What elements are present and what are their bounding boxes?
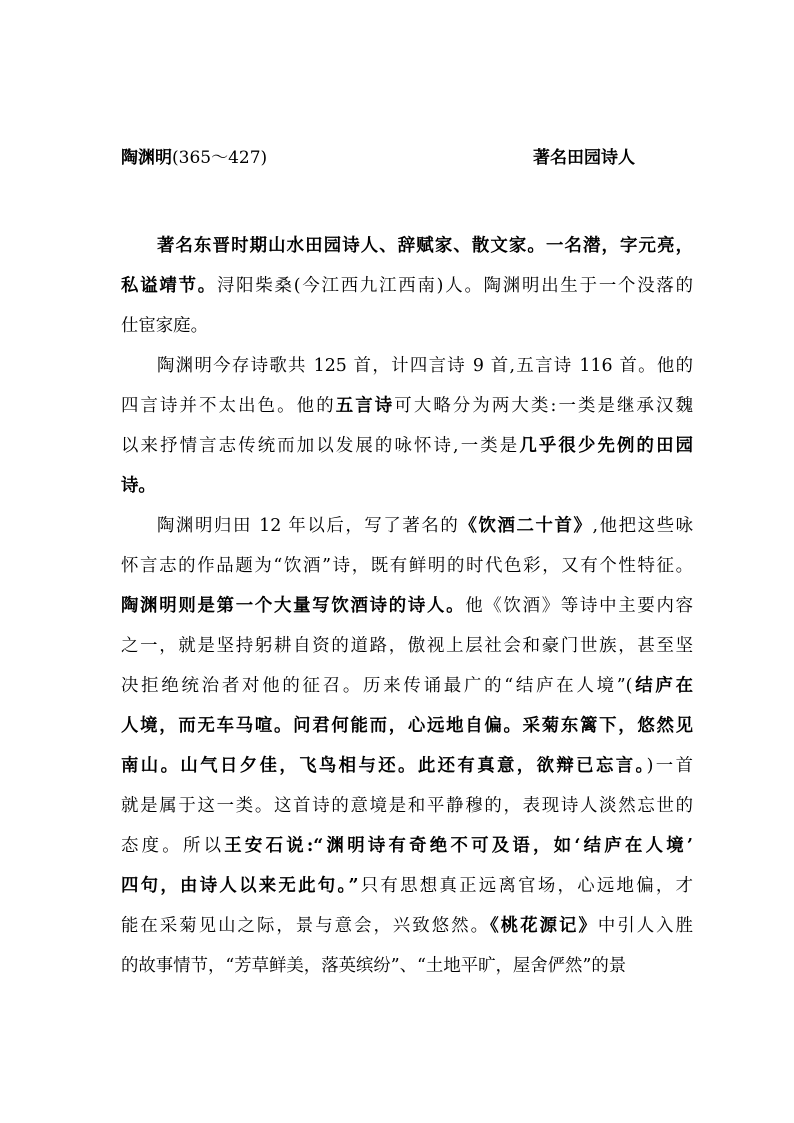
text-segment: 怀言志的作品题为“饮酒”诗，既有鲜明的时代色彩，又有个性特征。 bbox=[121, 556, 693, 576]
text-line bbox=[121, 546, 693, 586]
author-name: 陶渊明 bbox=[121, 148, 172, 168]
text-line bbox=[121, 226, 693, 266]
paragraph bbox=[121, 506, 693, 986]
bold-text: 《桃花源记》 bbox=[490, 916, 598, 936]
text-segment: 能在采菊见山之际，景与意会，兴致悠然。 bbox=[121, 916, 491, 936]
text-segment: 中引人入胜 bbox=[597, 916, 693, 936]
bold-text: 陶渊明则是第一个大量写饮酒诗的诗人。 bbox=[121, 596, 466, 616]
bold-text: 私谥靖节。 bbox=[121, 276, 217, 296]
bold-text: 南山。山气日夕佳，飞鸟相与还。此还有真意，欲辩已忘言。 bbox=[121, 756, 647, 776]
text-segment: 陶渊明今存诗歌共 125 首，计四言诗 9 首,五言诗 116 首。他的 bbox=[157, 356, 693, 376]
text-segment: 只有思想真正远离官场，心远地偏，才 bbox=[358, 876, 693, 896]
text-line bbox=[121, 946, 693, 986]
bold-text: 五言诗 bbox=[335, 396, 395, 416]
text-segment: )一首 bbox=[646, 756, 693, 776]
text-line bbox=[121, 266, 693, 306]
text-line bbox=[121, 866, 693, 906]
text-segment: 的故事情节，“芳草鲜美，落英缤纷”、“土地平旷，屋舍俨然”的景 bbox=[121, 956, 627, 976]
text-segment: 可大略分为两大类:一类是继承汉魏 bbox=[394, 396, 693, 416]
text-line bbox=[121, 506, 693, 546]
author-years: (365～427) bbox=[172, 148, 268, 168]
author-heading bbox=[121, 144, 267, 172]
text-segment: 之一，就是坚持躬耕自资的道路，傲视上层社会和豪门世族，甚至坚 bbox=[121, 636, 693, 656]
text-line bbox=[121, 426, 693, 466]
page-header bbox=[121, 144, 681, 172]
body-text bbox=[121, 226, 693, 986]
text-segment: 仕宦家庭。 bbox=[121, 316, 208, 336]
bold-text: 结庐在 bbox=[632, 676, 693, 696]
text-line bbox=[121, 826, 693, 866]
text-line bbox=[121, 306, 693, 346]
text-line bbox=[121, 386, 693, 426]
bold-text: 四句，由诗人以来无此句。” bbox=[121, 876, 359, 896]
text-line bbox=[121, 706, 693, 746]
text-segment: 决拒绝统治者对他的征召。历来传诵最广的“结庐在人境”( bbox=[121, 676, 633, 696]
text-segment: 浔阳柴桑(今江西九江西南)人。陶渊明出生于一个没落的 bbox=[216, 276, 693, 296]
text-segment: 陶渊明归田 12 年以后，写了著名的 bbox=[157, 516, 460, 536]
text-segment: ,他把这些咏 bbox=[592, 516, 693, 536]
text-segment: 四言诗并不太出色。他的 bbox=[121, 396, 336, 416]
text-segment: 他《饮酒》等诗中主要内容 bbox=[465, 596, 693, 616]
bold-text: 人境，而无车马喧。问君何能而，心远地自偏。采菊东篱下，悠然见 bbox=[121, 716, 693, 736]
text-line bbox=[121, 786, 693, 826]
bold-text: 王安石说:“渊明诗有奇绝不可及语，如‘结庐在人境’ bbox=[224, 836, 693, 856]
text-segment: 态度。所以 bbox=[121, 836, 225, 856]
paragraph bbox=[121, 346, 693, 506]
paragraph bbox=[121, 226, 693, 346]
bold-text: 著名东晋时期山水田园诗人、辞赋家、散文家。一名潜，字元亮， bbox=[157, 236, 693, 256]
text-line bbox=[121, 626, 693, 666]
text-line bbox=[121, 346, 693, 386]
text-line bbox=[121, 586, 693, 626]
bold-text: 《饮酒二十首》 bbox=[459, 516, 593, 536]
text-line bbox=[121, 746, 693, 786]
bold-text: 几乎很少先例的田园 bbox=[519, 436, 693, 456]
text-segment: 就是属于这一类。这首诗的意境是和平静穆的，表现诗人淡然忘世的 bbox=[121, 796, 693, 816]
text-line bbox=[121, 466, 693, 506]
text-line bbox=[121, 906, 693, 946]
bold-text: 诗。 bbox=[121, 476, 156, 496]
author-tag: 著名田园诗人 bbox=[533, 148, 635, 168]
text-line bbox=[121, 666, 693, 706]
text-segment: 以来抒情言志传统而加以发展的咏怀诗,一类是 bbox=[121, 436, 520, 456]
